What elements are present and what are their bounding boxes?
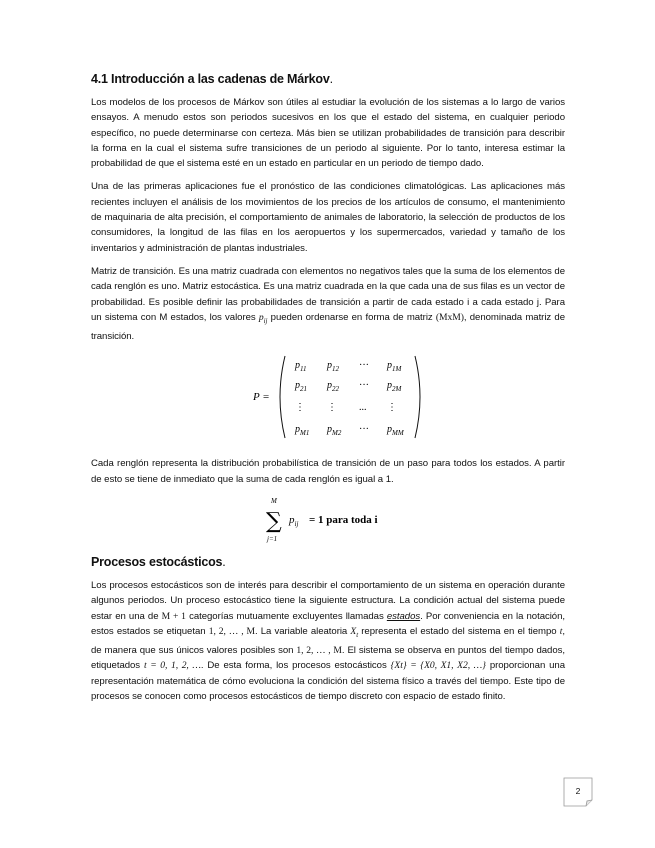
- matrix-cell: ⋮: [327, 402, 337, 414]
- matrix-cell: $p_{M1}$: [295, 424, 310, 438]
- page-number: 2: [575, 786, 581, 796]
- matrix-cell: $p_{MM}$: [387, 424, 404, 438]
- matrix-cell: $p_{11}$: [295, 360, 307, 374]
- section-title: Procesos estocásticos: [91, 554, 223, 569]
- inline-math: 1, 2, … , M: [208, 625, 255, 637]
- sum-upper-limit: M: [271, 496, 277, 505]
- matrix-lhs: P =: [253, 391, 270, 404]
- matrix-cell: $p_{2M}$: [387, 380, 402, 394]
- paragraph-row-distribution: Cada renglón representa la distribución probabilística de transición de un paso para todos los estados. A partir de esto se tiene de inmediato que la suma de cada renglón es igual a 1.: [91, 458, 565, 485]
- right-paren: [415, 356, 420, 438]
- matrix-cell: $p_{1M}$: [387, 360, 402, 374]
- paragraph-intro: Los modelos de los procesos de Márkov son útiles al estudiar la evolución de los sistemas a lo largo de varios ensayos. A menudo estos son periodos sucesivos en los que el estado del sistema, en cualquier periodo específico, no puede determinarse con certeza. Más bien se utilizan probabilidades de transición para describir la forma en la cual el sistema sufre transiciones de un periodo al siguiente. Por lo tanto, interesa estimar la probabilidad de que el sistema esté en un estado en particular en un periodo de tiempo dado.: [91, 97, 565, 170]
- page-number-box: [563, 777, 593, 807]
- section-title: 4.1 Introducción a las cadenas de Márkov: [91, 72, 330, 86]
- paragraph-stochastic: Los procesos estocásticos son de interés para describir el comportamiento de un sistema en operación durante algunos periodos. Un proceso estocástico tiene la siguiente estructura. La condición actual del sistema puede estar en una de M + 1 categorías mutuamente excluyentes llamadas estados. Por conveniencia en la notación, estos estados se etiquetan 1, 2, … , M. La variable aleatoria $X_t$ representa el estado del sistema en el tiempo t, de manera que sus únicos valores posibles son 1, 2, … , M. El sistema se observa en puntos del tiempo dados, etiquetados t = 0, 1, 2, …. De esta forma, los procesos estocásticos {Xt} = {X0, X1, X2, …} proporcionan una representación matemática de cómo evoluciona la condición del sistema físico a través del tiempo. Este tipo de procesos se conocen como procesos estocásticos de tiempo discreto con espacio de estado finito.: [91, 579, 565, 702]
- paragraph-applications: Una de las primeras aplicaciones fue el pronóstico de las condiciones climatológicas. Las aplicaciones más recientes incluyen el análisis de los movimientos de los precios de los artículos de consumo, el mantenimiento de maquinaria de alta precisión, el comportamiento de animales de laboratorio, la selección de productos de los consumidores, la longitud de las filas en los aeropuertos y los supermercados, variedad y tamaño de los inventarios y administración de plantas industriales.: [91, 181, 565, 254]
- matrix-cell: ···: [359, 424, 369, 436]
- matrix-cell: $p_{12}$: [327, 360, 339, 374]
- paragraph-transition-matrix: Matriz de transición. Es una matriz cuadrada con elementos no negativos tales que la suma de los elementos de cada renglón es uno. Matriz estocástica. Es una matriz cuadrada en la que cada una de sus filas es un vector de probabilidad. Es posible definir las probabilidades de transición a partir de cada estado i a cada estado j. Para un sistema con M estados, los valores $p_{ij}$ pueden ordenarse en forma de matriz (MxM), denominada matriz de transición.: [91, 265, 565, 343]
- row-sum-equation: [91, 495, 565, 545]
- section-heading-stochastic: Procesos estocásticos.: [91, 554, 226, 569]
- page-content: [91, 72, 565, 712]
- matrix-cell: $p_{M2}$: [327, 424, 342, 438]
- inline-math: t = 0, 1, 2, …: [143, 660, 201, 672]
- matrix-cell: ...: [359, 402, 367, 414]
- inline-math: 1, 2, … , M: [296, 645, 342, 657]
- matrix-cell: $p_{21}$: [295, 380, 307, 394]
- sum-svg: [261, 495, 421, 545]
- matrix-cell: ⋮: [387, 402, 397, 414]
- inline-math: M + 1: [161, 610, 186, 622]
- sum-term: $p_{ij}$: [289, 513, 299, 528]
- matrix-cell: ···: [359, 360, 369, 372]
- inline-math: t: [559, 625, 563, 637]
- matrix-cell: ⋮: [295, 402, 305, 414]
- transition-matrix-equation: [91, 352, 565, 442]
- matrix-cell: ···: [359, 380, 369, 392]
- inline-math-mxm: (MxM): [435, 311, 464, 323]
- matrix-svg: [251, 352, 421, 442]
- sum-lower-limit: j=1: [267, 534, 278, 543]
- matrix-cell: $p_{22}$: [327, 380, 339, 394]
- left-paren: [280, 356, 285, 438]
- inline-math-pij: $p_{ij}$: [258, 311, 268, 325]
- inline-math-xt: $X_t$: [350, 625, 359, 639]
- underlined-term: estados: [386, 610, 421, 622]
- sum-rhs: = 1 para toda i: [309, 513, 378, 526]
- section-heading-markov: 4.1 Introducción a las cadenas de Márkov.: [91, 72, 333, 86]
- sum-symbol: ∑: [266, 508, 282, 534]
- inline-math: {Xt} = {X0, X1, X2, …}: [390, 660, 486, 672]
